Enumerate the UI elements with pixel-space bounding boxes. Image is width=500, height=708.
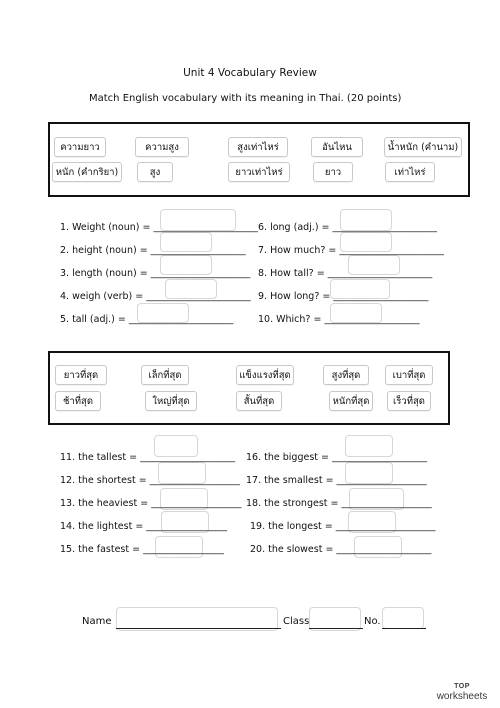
question-18: 18. the strongest = ___________________: [246, 498, 432, 509]
word-chip[interactable]: หนักที่สุด: [329, 391, 373, 411]
question-13: 13. the heaviest = ___________________: [60, 498, 242, 509]
word-chip[interactable]: ช้าที่สุด: [55, 391, 101, 411]
word-chip[interactable]: ยาวเท่าไหร่: [228, 162, 290, 182]
word-chip[interactable]: สูงเท่าไหร่: [228, 137, 288, 157]
number-field[interactable]: [382, 607, 424, 629]
word-chip[interactable]: เท่าไหร่: [385, 162, 435, 182]
name-label: Name: [82, 616, 112, 627]
question-3: 3. length (noun) = _____________________: [60, 268, 251, 279]
word-chip[interactable]: ยาว: [313, 162, 353, 182]
class-label: Class: [283, 616, 310, 627]
question-17: 17. the smallest = ___________________: [246, 475, 427, 486]
question-15: 15. the fastest = _________________: [60, 544, 224, 555]
question-7: 7. How much? = ______________________: [258, 245, 444, 256]
question-14: 14. the lightest = _________________: [60, 521, 228, 532]
question-19: 19. the longest = _____________________: [250, 521, 436, 532]
word-chip[interactable]: ความสูง: [135, 137, 189, 157]
word-chip[interactable]: ความยาว: [54, 137, 106, 157]
word-chip[interactable]: แข็งแรงที่สุด: [236, 365, 294, 385]
brand-logo-bottom: worksheets: [436, 691, 488, 702]
word-chip[interactable]: เบาที่สุด: [385, 365, 433, 385]
question-5: 5. tall (adj.) = ______________________: [60, 314, 234, 325]
word-bank-box-2: [48, 351, 450, 425]
word-chip[interactable]: สูง: [137, 162, 173, 182]
question-20: 20. the slowest = ____________________: [250, 544, 432, 555]
question-8: 8. How tall? = ______________________: [258, 268, 433, 279]
word-chip[interactable]: อันไหน: [311, 137, 363, 157]
number-label: No.: [364, 616, 381, 627]
class-underline: [309, 628, 363, 629]
question-6: 6. long (adj.) = ______________________: [258, 222, 438, 233]
word-chip[interactable]: เล็กที่สุด: [141, 365, 189, 385]
question-2: 2. height (noun) = ____________________: [60, 245, 246, 256]
instruction-text: Match English vocabulary with its meaning in Thai. (20 points): [89, 93, 402, 104]
word-chip[interactable]: เร็วที่สุด: [387, 391, 431, 411]
word-bank-box-1: [48, 122, 470, 197]
question-4: 4. weigh (verb) = ______________________: [60, 291, 251, 302]
word-chip[interactable]: หนัก (คำกริยา): [52, 162, 122, 182]
number-underline: [382, 628, 426, 629]
page-title: Unit 4 Vocabulary Review: [183, 67, 317, 79]
question-9: 9. How long? = ____________________: [258, 291, 429, 302]
word-chip[interactable]: น้ำหนัก (คำนาม): [384, 137, 462, 157]
brand-logo-top: TOP: [454, 683, 470, 690]
question-11: 11. the tallest = ____________________: [60, 452, 236, 463]
question-16: 16. the biggest = ____________________: [246, 452, 427, 463]
word-chip[interactable]: สั้นที่สุด: [236, 391, 282, 411]
word-chip[interactable]: ใหญ่ที่สุด: [145, 391, 197, 411]
question-10: 10. Which? = ____________________: [258, 314, 420, 325]
question-12: 12. the shortest = ___________________: [60, 475, 240, 486]
question-1: 1. Weight (noun) = ______________________: [60, 222, 258, 233]
word-chip[interactable]: สูงที่สุด: [323, 365, 369, 385]
name-underline: [116, 628, 281, 629]
word-chip[interactable]: ยาวที่สุด: [55, 365, 107, 385]
